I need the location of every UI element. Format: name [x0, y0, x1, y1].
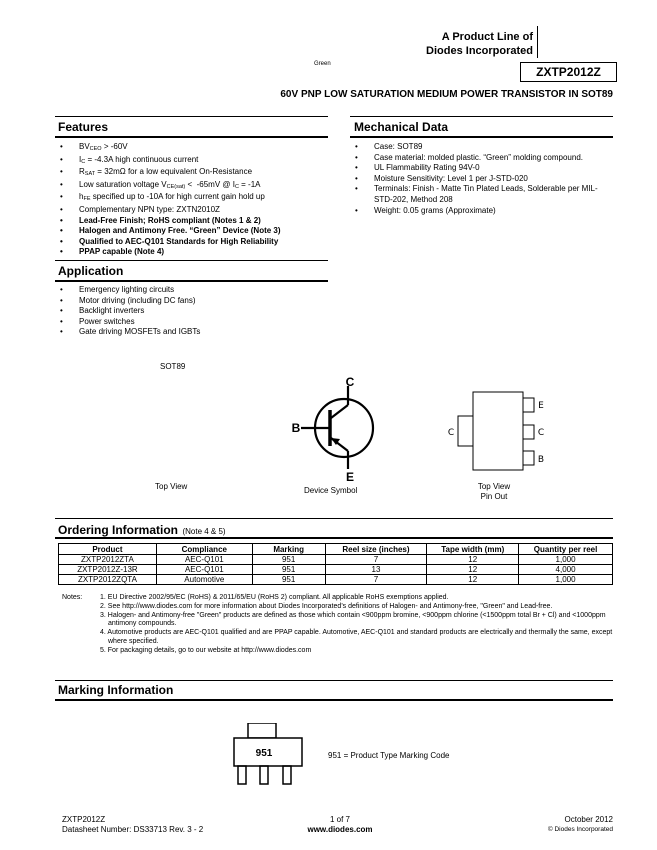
table-cell: 951 — [252, 565, 325, 575]
ordering-column-header: Reel size (inches) — [325, 544, 427, 555]
marking-title: Marking Information — [58, 683, 174, 697]
ordering-header-row — [59, 544, 613, 555]
feature-item: • Halogen and Antimony Free. “Green” Device (Note 3) — [58, 226, 338, 237]
ordering-note-ref: (Note 4 & 5) — [182, 527, 226, 536]
top-view-label: Top View — [155, 482, 188, 491]
feature-item: • Complementary NPN type: ZXTN2010Z — [58, 205, 338, 216]
ordering-column-header: Product — [59, 544, 157, 555]
pinout-pin3-label: B — [537, 455, 545, 465]
application-item: • Gate driving MOSFETs and IGBTs — [58, 327, 338, 338]
footer-page: 1 of 7 — [329, 815, 350, 824]
marking-code: 951 — [255, 748, 273, 759]
table-cell: 951 — [252, 555, 325, 565]
application-list — [58, 285, 338, 338]
pinout-label-line-1: Top View — [477, 482, 511, 491]
features-top-line — [55, 116, 328, 117]
symbol-emitter-label: E — [345, 470, 355, 484]
mechanical-item: • Weight: 0.05 grams (Approximate) — [353, 206, 613, 217]
page-subtitle: 60V PNP LOW SATURATION MEDIUM POWER TRANSISTOR IN SOT89 — [280, 89, 613, 100]
features-title: Features — [58, 120, 109, 134]
pinout-diagram — [442, 384, 552, 480]
table-row — [59, 555, 613, 565]
pinout-pin2-label: C — [537, 428, 545, 438]
table-cell: 4,000 — [519, 565, 613, 575]
brand-line-2: Diodes Incorporated — [426, 45, 533, 57]
table-cell: ZXTP2012Z-13R — [59, 565, 157, 575]
marking-underline — [55, 699, 613, 701]
footer-part: ZXTP2012Z — [62, 815, 106, 824]
pinout-pin1-label: E — [538, 401, 544, 411]
note-item: 4. Automotive products are AEC-Q101 qualified and are PPAP capable. Automotive, AEC-Q101 and standard products are electrically and thermally the same, except where specified. — [100, 629, 613, 645]
application-top-line — [55, 260, 328, 261]
footer-copyright: © Diodes Incorporated — [547, 826, 613, 833]
marking-top-line — [55, 680, 613, 681]
symbol-collector-label: C — [345, 375, 355, 389]
green-label: Green — [314, 61, 331, 67]
feature-item: • $R_{SAT} = 32m\Omega$ for a low equivalent On-Resistance — [58, 167, 338, 180]
mechanical-item: • Case material: molded plastic. “Green” molding compound. — [353, 153, 613, 164]
mechanical-title: Mechanical Data — [354, 120, 449, 134]
feature-item: • $I_C = -4.3A$ high continuous current — [58, 155, 338, 168]
feature-item: • $h_{FE}$ specified up to -10A for high current gain hold up — [58, 192, 338, 205]
pinout-label-line-2: Pin Out — [480, 492, 508, 501]
mechanical-item: • UL Flammability Rating 94V-0 — [353, 163, 613, 174]
device-symbol-label: Device Symbol — [304, 486, 358, 495]
table-cell: ZXTP2012ZQTA — [59, 575, 157, 585]
part-number-box: ZXTP2012Z — [520, 62, 617, 82]
pinout-label — [466, 482, 522, 502]
ordering-table — [58, 543, 613, 585]
application-item: • Backlight inverters — [58, 306, 338, 317]
table-cell: AEC-Q101 — [156, 555, 252, 565]
pinout-tab-label: C — [447, 428, 455, 438]
brand-line-1: A Product Line of — [441, 31, 533, 43]
features-list — [58, 142, 338, 258]
table-cell: 951 — [252, 575, 325, 585]
ordering-body — [59, 555, 613, 585]
footer-right — [548, 815, 613, 835]
application-item: • Motor driving (including DC fans) — [58, 296, 338, 307]
footer-website[interactable]: www.diodes.com — [307, 825, 373, 834]
table-cell: ZXTP2012ZTA — [59, 555, 157, 565]
feature-item: • PPAP capable (Note 4) — [58, 247, 338, 258]
mechanical-item: • Moisture Sensitivity: Level 1 per J-STD-020 — [353, 174, 613, 185]
application-title: Application — [58, 264, 124, 278]
ordering-column-header: Marking — [252, 544, 325, 555]
note-item: 5. For packaging details, go to our website at http://www.diodes.com — [100, 646, 312, 654]
table-cell: 1,000 — [519, 575, 613, 585]
device-symbol — [288, 372, 378, 484]
ordering-column-header: Compliance — [156, 544, 252, 555]
notes-list — [100, 594, 620, 656]
application-item: • Power switches — [58, 317, 338, 328]
mechanical-item: • Terminals: Finish - Matte Tin Plated Leads, Solderable per MIL-STD-202, Method 208 — [353, 184, 613, 205]
feature-item: • Qualified to AEC-Q101 Standards for High Reliability — [58, 237, 338, 248]
table-cell: 12 — [427, 555, 519, 565]
ordering-title: Ordering Information — [58, 523, 178, 537]
ordering-column-header: Tape width (mm) — [427, 544, 519, 555]
note-item: 3. Halogen- and Antimony-free "Green" products are defined as those which contain <900ppm bromine, <900ppm chlorine (<1500ppm total Br + Cl) and <1000ppm antimony compounds. — [100, 611, 606, 628]
ordering-column-header: Quantity per reel — [519, 544, 613, 555]
application-underline — [55, 280, 328, 282]
footer-left — [62, 815, 203, 835]
application-item: • Emergency lighting circuits — [58, 285, 338, 296]
brand-divider — [537, 26, 538, 58]
table-cell: 12 — [427, 565, 519, 575]
table-cell: 7 — [325, 555, 427, 565]
brand-block — [426, 30, 533, 58]
mechanical-top-line — [350, 116, 613, 117]
mechanical-list — [353, 142, 613, 216]
notes-label: Notes: — [62, 594, 83, 601]
table-cell: 13 — [325, 565, 427, 575]
mechanical-underline — [350, 136, 613, 138]
mechanical-item: • Case: SOT89 — [353, 142, 613, 153]
symbol-base-label: B — [291, 421, 301, 435]
note-item: 2. See http://www.diodes.com for more information about Diodes Incorporated’s definitions of Halogen- and Antimony-free, "Green" and Lead-free. — [100, 602, 553, 610]
table-row — [59, 565, 613, 575]
marking-description: 951 = Product Type Marking Code — [328, 751, 450, 760]
footer-datasheet-number: Datasheet Number: DS33713 Rev. 3 - 2 — [62, 825, 204, 834]
table-cell: 7 — [325, 575, 427, 585]
marking-package-drawing — [226, 723, 310, 789]
table-cell: 12 — [427, 575, 519, 585]
note-item: 1. EU Directive 2002/95/EC (RoHS) & 2011/65/EU (RoHS 2) compliant. All applicable RoHS exemptions applied. — [100, 594, 449, 601]
feature-item: • Lead-Free Finish; RoHS compliant (Notes 1 & 2) — [58, 216, 338, 227]
table-cell: 1,000 — [519, 555, 613, 565]
table-cell: AEC-Q101 — [156, 565, 252, 575]
ordering-top-line — [55, 518, 613, 519]
table-cell: Automotive — [156, 575, 252, 585]
footer-center — [290, 815, 390, 835]
feature-item: • $BV_{CEO} > -60V$ — [58, 142, 338, 155]
feature-item: • Low saturation voltage $V_{CE(sat)} < -65mV$ @ $I_C = -1A$ — [58, 180, 338, 193]
table-row — [59, 575, 613, 585]
ordering-underline — [55, 537, 613, 539]
package-label: SOT89 — [160, 362, 186, 371]
features-underline — [55, 136, 328, 138]
footer-date: October 2012 — [564, 815, 613, 824]
